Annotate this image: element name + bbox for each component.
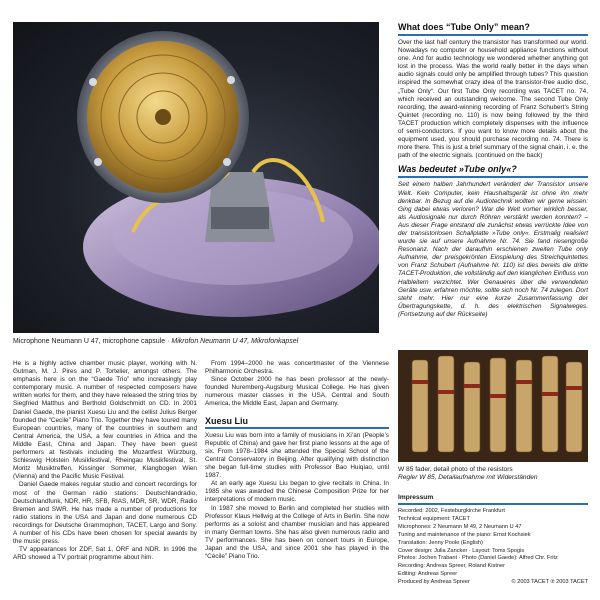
microphone-illustration (13, 22, 379, 333)
paragraph: Since October 2000 he has been professor at the newly-founded Nuremberg-Augsburg Musical College. He has given numerous master classes in the USA, Central and South America, the Middle East, Japan and Germany. (205, 376, 389, 408)
copyright: © 2003 TACET ℗ 2003 TACET (511, 579, 588, 586)
microphone-photo-caption (13, 337, 379, 346)
paragraph: Xuesu Liu was born into a family of musicians in Xi’an (People’s Republic of China) and gave her first piano lessons at the age of six. From 1978–1984 she attended the Special School of the Central Conservatory in Beijing. After qualifying with distinction she began full-time studies with Professor Bao Huiqiao, until 1987. (205, 431, 389, 480)
caption-english: Microphone Neumann U 47, microphone capsule · (13, 338, 170, 345)
impressum-line: Technical equipment: TACET (398, 515, 470, 522)
impressum-heading: Impressum (398, 494, 588, 505)
microphone-photo (13, 22, 379, 333)
paragraph: At an early age Xuesu Liu began to give recitals in China. In 1985 she was awarded the Chinese Composition Prize for her interpretations of modern music. (205, 480, 389, 504)
impressum-line: Recording: Andreas Spreer, Roland Kistner (398, 563, 505, 570)
paragraph: He is a highly active chamber music player, working with N. Gutman, M. J. Pires and P. Tortelier, amongst others. The emphasis here is on the “Gaede Trio” who increasingly play contemporary music. A number of respected composers have written works for them, and they have released the string trios by Siegfried Matthus and Berthold Goldschmidt on CD. In 2001 Daniel Gaede, the pianist Xuesu Liu and the cellist Julius Berger founded the “Cecile” Piano Trio. Together they have toured many European countries, many of the countries in southern and Central America, the USA, a few countries in Africa and the Middle East, China and Japan. They have been guest performers at festivals including the Mozartfest Würzburg, Schleswig Holstein Musikfestival, Rheingau Musikfestival, St. Moritz Musiktreffen, Kissinger Sommer, Klangbogen Wien (Vienna) and the Pacific Music Festival. (13, 360, 197, 481)
paragraph: In 1987 she moved to Berlin and completed her studies with Professor Klaus Hellwig at the College of Arts in Berlin. She now performs as a soloist and chamber musician and has appeared in many German towns. She has also given numerous radio and TV performances. She has been on concert tours in Europe, Japan and the USA, and since 2001 she has played in the “Cécile” Piano Trio. (205, 504, 389, 561)
tube-only-section (398, 22, 588, 319)
impressum-line: Editing: Andreas Spreer (398, 571, 458, 578)
section-heading-tube-only-de: Was bedeutet »Tube only«? (398, 164, 588, 178)
impressum-line: Recorded: 2002, Festeburgkirche Frankfurt (398, 508, 505, 514)
impressum-line: Microphones: 2 Neumann M 49, 2 Neumann U 47 (398, 523, 522, 530)
caption-german: Mikrofon Neumann U 47, Mikrofonkapsel (171, 338, 299, 345)
caption-english: W 85 fader, detail photo of the resistors (398, 466, 513, 473)
fader-resistors-photo (398, 350, 588, 462)
caption-german: Regler W 85, Detailaufnahme mit Widerständen (398, 474, 538, 482)
impressum-section (398, 494, 588, 587)
section-heading-xuesu-liu: Xuesu Liu (205, 417, 389, 429)
fader-photo-caption (398, 466, 588, 483)
biography-column-left (13, 360, 197, 562)
impressum-line: Tuning and maintenance of the piano: Ernst Kochsiek (398, 531, 531, 538)
paragraph: Daniel Gaede makes regular studio and concert recordings for most of the German radio stations: Deutschlandradio, Deutschlandfunk, NDR, HR, SFB, RIAS, MDR, SR, WDR, Radio Bremen and SWR. He has made a number of productions for radio stations in the USA and Japan and done numerous CD recordings for Deutsche Grammophon, TACET, Largo and Sony. A number of his CDs have been chosen for special awards by the music press. (13, 481, 197, 546)
produced-by: Produced by Andreas Spreer (398, 579, 470, 586)
tube-only-text-de: Seit einem halben Jahrhundert verändert der Transistor unsere Welt. Kein Computer, kein Haushaltsgerät ist ohne ihn mehr denkbar. In Bezug auf die Audiotechnik wollten wir gerne wissen: Ging dabei etwas verloren? War die Welt vorher wirklich besser, als Audiosignale nur durch Röhren verstärkt werden konnten? – Aus dieser Frage entstand die zunächst etwas verrückte Idee von der transistorlosen Schallplatte »Tube only«. Erstmalig realisiert wurde sie auf unsere Aufnahme Nr. 74. Sie fand riesengroße Resonanz. Nach der daraufhin erschienen zweiten Tube only Aufnahme, der preisgekrönten Einspielung des Streichquintettes von Franz Schubert (Aufnahme Nr. 110) ist dies bereits die dritte TACET-Produktion, die vollständig auf den klanglichen Einfluss von Halbleitern verzichtet. Wer Genaueres über die verwendeten Geräte usw. erfahren möchte, sollte sich noch Nr. 74 zulegen. Dort steht mehr. Hier nur eine kurze Zusammenfassung der Übertragungskette, d. h. des elektrischen Signalweges. (Fortsetzung auf der Rückseite) (398, 181, 588, 318)
impressum-line: Photos: Jochen Trabant · Photo (Daniel Gaede): Alfred Chr. Fritz (398, 555, 558, 562)
paragraph: TV appearances for ZDF, Sat 1, ORF and NDR. In 1996 the ARD showed a TV portrait programme about him. (13, 546, 197, 562)
section-heading-tube-only-en: What does “Tube Only” mean? (398, 22, 588, 36)
paragraph: From 1994–2000 he was concertmaster of the Viennese Philharmonic Orchestra. (205, 360, 389, 376)
resistors-illustration (398, 350, 588, 462)
impressum-line: Cover design: Julia Zancker · Layout: Toms Spogis (398, 547, 525, 554)
biography-column-middle (205, 360, 389, 561)
impressum-footer (398, 579, 588, 587)
tube-only-text-en: Over the last half century the transistor has transformed our world. Nowadays no computer or household appliance functions without one. And for audio technology we wondered whether anything got lost in the process. Was the world really better in the days when audio signals could only be amplified through tubes? This question inspired the somewhat crazy idea of the transistor-free audio disc, „Tube Only“. Our first Tube Only recording was TACET no. 74, which received an outstanding welcome. The second Tube Only recording, the award-winning recording of Franz Schubert’s String Quintet (recording no. 110) is now being followed by the third TACET production which completely dispenses with the influence of semi-conductors. If you want to know more details about the equipment used, you should purchase recording no. 74. There is more there. This is just a brief summary of the signal chain, i. e. the path of the electric signals. (continued on the back) (398, 39, 588, 160)
impressum-line: Translation: Jenny Poole (English) (398, 539, 483, 546)
